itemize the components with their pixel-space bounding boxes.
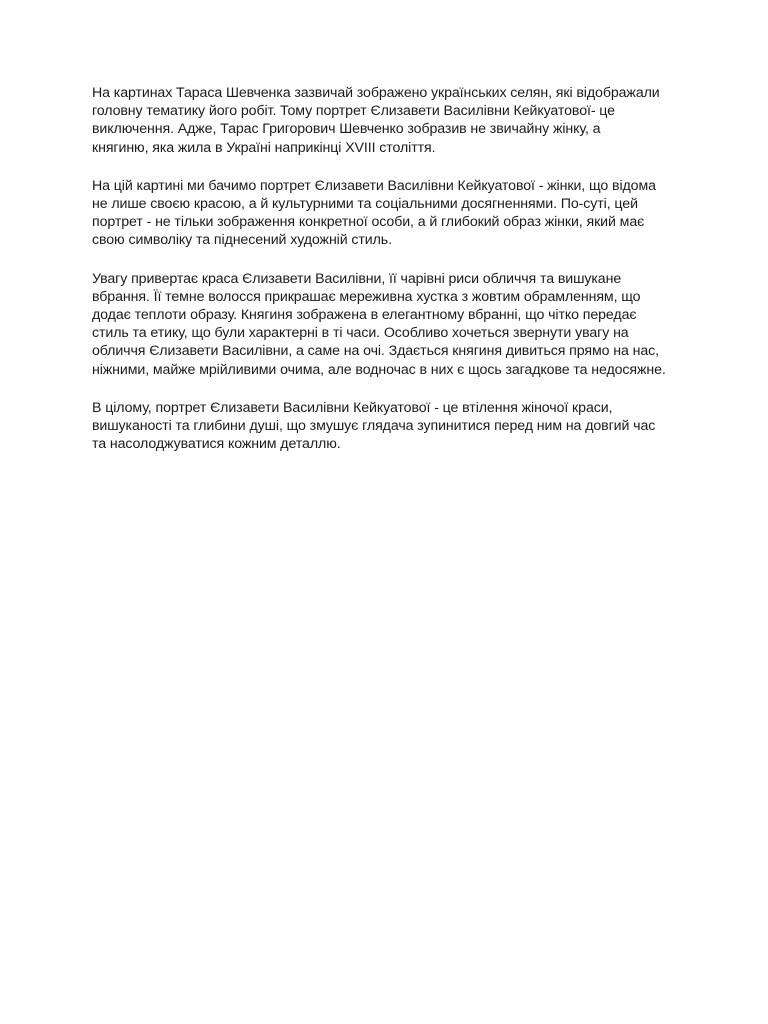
paragraph-4: [92, 399, 692, 454]
paragraph-line: обличчя Єлизавети Василівни, а саме на очі. Здається княгиня дивиться прямо на нас,: [92, 343, 659, 360]
paragraph-2: [92, 177, 692, 250]
paragraph-line: В цілому, портрет Єлизавети Василівни Кейкуатової - це втілення жіночої краси,: [92, 399, 613, 416]
paragraph-line: свою символіку та піднесений художній стиль.: [92, 232, 392, 249]
paragraph-line: ніжними, майже мрійливими очима, але водночас в них є щось загадкове та недосяжне.: [92, 361, 666, 378]
paragraph-line: княгиню, яка жила в Україні наприкінці XVIII століття.: [92, 139, 436, 156]
paragraph-line: вбрання. Її темне волосся прикрашає мереживна хустка з жовтим обрамленням, що: [92, 288, 641, 305]
paragraph-line: не лише своєю красою, а й культурними та соціальними досягненнями. По-суті, цей: [92, 196, 638, 213]
paragraph-1: [92, 84, 692, 157]
paragraph-line: стиль та етику, що були характерні в ті часи. Особливо хочеться звернути увагу на: [92, 325, 629, 342]
paragraph-3: [92, 270, 692, 379]
paragraph-line: та насолоджуватися кожним деталлю.: [92, 436, 341, 453]
paragraph-line: На цій картині ми бачимо портрет Єлизавети Василівни Кейкуатової - жінки, що відома: [92, 177, 656, 194]
paragraph-line: Увагу привертає краса Єлизавети Василівни, її чарівні риси обличчя та вишукане: [92, 270, 622, 287]
paragraph-line: вишуканості та глибини душі, що змушує глядача зупинитися перед ним на довгий час: [92, 418, 656, 435]
paragraph-line: головну тематику його робіт. Тому портрет Єлизавети Василівни Кейкуатової- це: [92, 103, 615, 120]
document-body: [92, 84, 692, 473]
paragraph-line: портрет - не тільки зображення конкретної особи, а й глибокий образ жінки, який має: [92, 214, 645, 231]
paragraph-line: додає теплоти образу. Княгиня зображена в елегантному вбранні, що чітко передає: [92, 307, 637, 324]
paragraph-line: На картинах Тараса Шевченка зазвичай зображено українських селян, які відображали: [92, 85, 660, 101]
paragraph-line: виключення. Адже, Тарас Григорович Шевченко зобразив не звичайну жінку, а: [92, 121, 601, 138]
